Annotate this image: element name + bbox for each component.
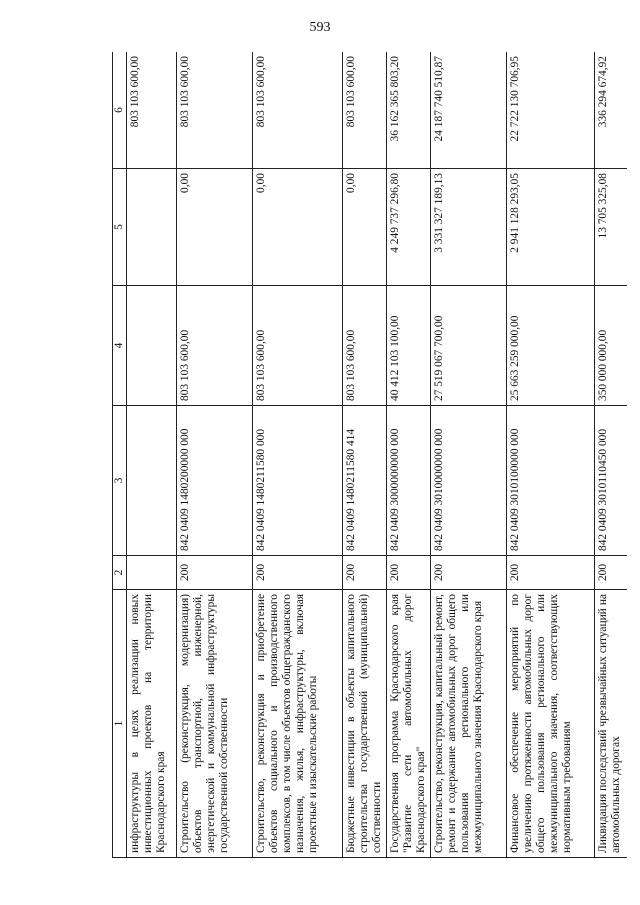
row-amount-col4: 40 412 103 100,00 bbox=[387, 286, 431, 406]
rotated-table-frame bbox=[112, 52, 627, 858]
row-amount-col5: 0,00 bbox=[177, 169, 253, 286]
row-kbk: 842 0409 3010110450 000 bbox=[595, 406, 628, 556]
rotated-table-sheet bbox=[112, 52, 627, 858]
row-amount-col6: 24 187 740 510,87 bbox=[431, 52, 507, 169]
table-row bbox=[387, 52, 431, 858]
row-kbk: 842 0409 1480200000 000 bbox=[177, 406, 253, 556]
column-number: 4 bbox=[113, 286, 127, 406]
row-amount-col4: 803 103 600,00 bbox=[343, 286, 387, 406]
row-amount-col4: 27 519 067 700,00 bbox=[431, 286, 507, 406]
row-amount-col6: 803 103 600,00 bbox=[177, 52, 253, 169]
row-code: 200 bbox=[387, 556, 431, 590]
row-kbk: 842 0409 1480211580 000 bbox=[253, 406, 343, 556]
row-amount-col6: 803 103 600,00 bbox=[127, 52, 177, 169]
column-number: 1 bbox=[113, 590, 127, 858]
row-name: Государственная программа Краснодарского края "Развитие сети автомобильных дорог Краснодарского края" bbox=[387, 590, 431, 858]
row-amount-col4: 25 663 259 000,00 bbox=[507, 286, 595, 406]
row-name: Бюджетные инвестиции в объекты капитального строительства государственной (муниципальной) собственности bbox=[343, 590, 387, 858]
budget-table bbox=[112, 52, 627, 858]
row-code bbox=[127, 556, 177, 590]
row-amount-col4 bbox=[127, 286, 177, 406]
row-kbk: 842 0409 3000000000 000 bbox=[387, 406, 431, 556]
page-number: 593 bbox=[309, 20, 331, 35]
row-amount-col4: 350 000 000,00 bbox=[595, 286, 628, 406]
row-amount-col5: 0,00 bbox=[253, 169, 343, 286]
column-number: 2 bbox=[113, 556, 127, 590]
row-code: 200 bbox=[595, 556, 628, 590]
row-amount-col5: 13 705 325,08 bbox=[595, 169, 628, 286]
row-amount-col6: 803 103 600,00 bbox=[253, 52, 343, 169]
row-amount-col5: 0,00 bbox=[343, 169, 387, 286]
row-code: 200 bbox=[177, 556, 253, 590]
row-name: Финансовое обеспечение мероприятий по увеличению протяженности автомобильных дорог общего пользования регионального или межмуниципального значения, соответствующих нормативным требованиям bbox=[507, 590, 595, 858]
column-number: 5 bbox=[113, 169, 127, 286]
row-name: Строительство, реконструкция и приобретение объектов социального и производственного комплексов, в том числе объектов общегражданского назначения, жилья, инфраструктуры, включая проектные и изыскательские работы bbox=[253, 590, 343, 858]
row-kbk bbox=[127, 406, 177, 556]
row-amount-col6: 803 103 600,00 bbox=[343, 52, 387, 169]
row-amount-col5: 4 249 737 296,80 bbox=[387, 169, 431, 286]
row-amount-col6: 36 162 365 803,20 bbox=[387, 52, 431, 169]
table-row bbox=[507, 52, 595, 858]
row-name: Строительство (реконструкция, модернизация) объектов транспортной, инженерной, энергетической и коммунальной инфраструктуры государственной собственности bbox=[177, 590, 253, 858]
row-kbk: 842 0409 1480211580 414 bbox=[343, 406, 387, 556]
row-name: Строительство, реконструкция, капитальный ремонт, ремонт и содержание автомобильных дорог общего пользования регионального или межмуниципального значения Краснодарского края bbox=[431, 590, 507, 858]
row-amount-col4: 803 103 600,00 bbox=[177, 286, 253, 406]
row-amount-col5 bbox=[127, 169, 177, 286]
table-row bbox=[595, 52, 628, 858]
column-number: 3 bbox=[113, 406, 127, 556]
row-code: 200 bbox=[431, 556, 507, 590]
row-amount-col6: 22 722 130 706,95 bbox=[507, 52, 595, 169]
row-amount-col4: 803 103 600,00 bbox=[253, 286, 343, 406]
row-name: Ликвидация последствий чрезвычайных ситуаций на автомобильных дорогах bbox=[595, 590, 628, 858]
row-kbk: 842 0409 3010000000 000 bbox=[431, 406, 507, 556]
row-code: 200 bbox=[507, 556, 595, 590]
row-amount-col5: 2 941 128 293,05 bbox=[507, 169, 595, 286]
row-code: 200 bbox=[343, 556, 387, 590]
column-number: 6 bbox=[113, 52, 127, 169]
column-number-row bbox=[113, 52, 127, 858]
table-row bbox=[127, 52, 177, 858]
table-row bbox=[253, 52, 343, 858]
row-amount-col6: 336 294 674,92 bbox=[595, 52, 628, 169]
table-row bbox=[431, 52, 507, 858]
table-row bbox=[177, 52, 253, 858]
row-code: 200 bbox=[253, 556, 343, 590]
row-amount-col5: 3 331 327 189,13 bbox=[431, 169, 507, 286]
row-kbk: 842 0409 3010100000 000 bbox=[507, 406, 595, 556]
table-row bbox=[343, 52, 387, 858]
row-name: инфраструктуры в целях реализации новых инвестиционных проектов на территории Краснодарского края bbox=[127, 590, 177, 858]
